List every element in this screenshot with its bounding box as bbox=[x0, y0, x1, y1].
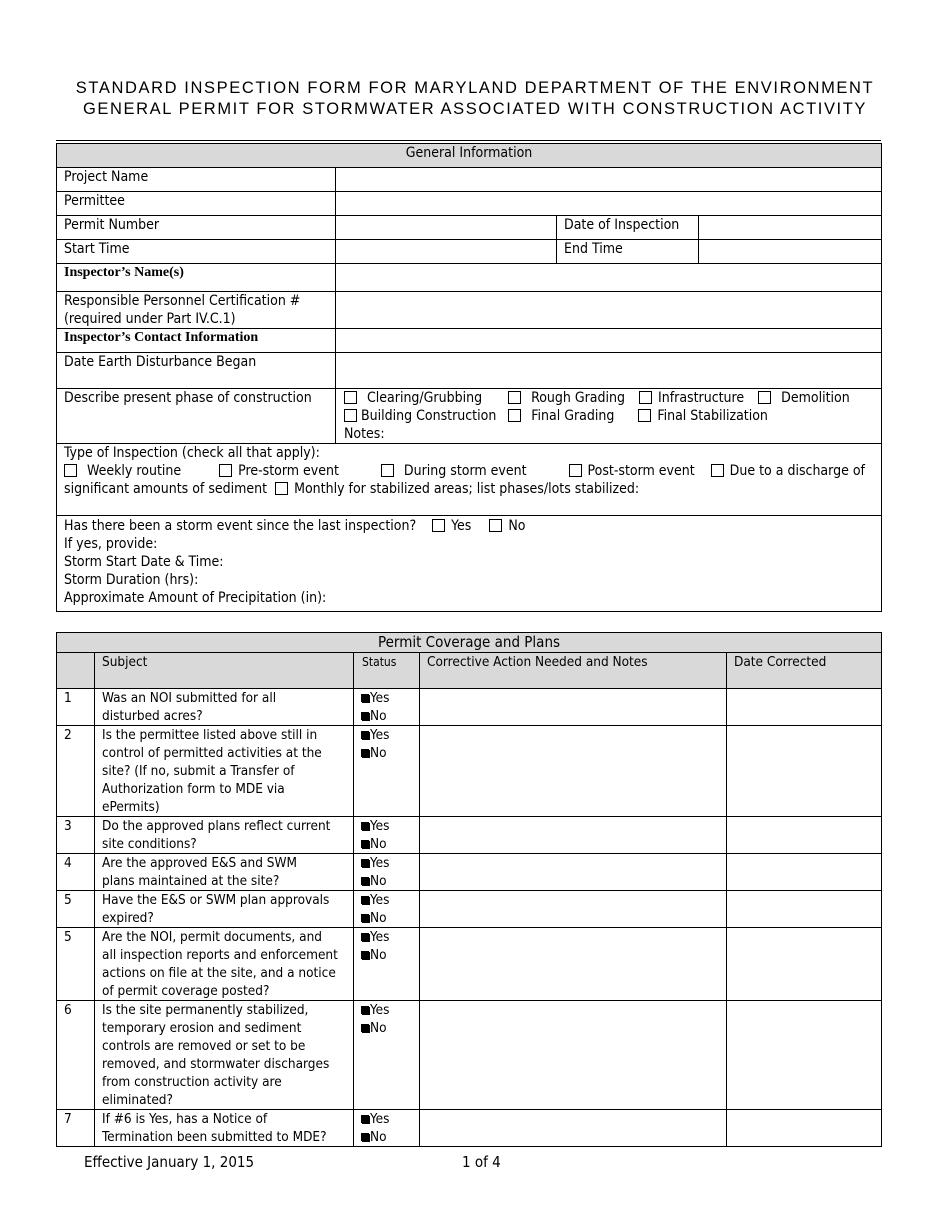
subject-line: actions on file at the site, and a notice bbox=[102, 965, 336, 981]
inspectors-name-label: Inspector’s Name(s) bbox=[57, 264, 336, 292]
storm-yes-label: Yes bbox=[451, 518, 472, 534]
subject-line: all inspection reports and enforcement bbox=[102, 947, 338, 963]
infrastructure-checkbox[interactable] bbox=[639, 391, 652, 404]
row-status bbox=[354, 689, 420, 726]
row-status bbox=[354, 726, 420, 817]
subject-column-header: Subject bbox=[95, 653, 354, 689]
responsible-personnel-label bbox=[57, 292, 336, 329]
if-yes-label: If yes, provide: bbox=[64, 536, 158, 552]
table-row bbox=[57, 689, 882, 726]
subject-line: Termination been submitted to MDE? bbox=[102, 1129, 327, 1145]
row-subject bbox=[95, 817, 354, 854]
checkbox-no-icon bbox=[361, 1133, 369, 1141]
status-option-no[interactable] bbox=[361, 707, 419, 725]
contact-info-label: Inspector’s Contact Information bbox=[57, 329, 336, 353]
checkbox-no-icon bbox=[361, 1024, 369, 1032]
row-date-corrected[interactable] bbox=[727, 1110, 882, 1147]
title-line-2: GENERAL PERMIT FOR STORMWATER ASSOCIATED WITH CONSTRUCTION ACTIVITY bbox=[82, 100, 868, 118]
permittee-field[interactable] bbox=[336, 192, 882, 216]
start-time-field[interactable] bbox=[336, 240, 557, 264]
contact-info-field[interactable] bbox=[336, 329, 882, 353]
post-storm-checkbox[interactable] bbox=[569, 464, 582, 477]
status-option-no[interactable] bbox=[361, 909, 419, 927]
subject-line: plans maintained at the site? bbox=[102, 873, 280, 889]
row-number: 7 bbox=[57, 1110, 95, 1147]
subject-line: removed, and stormwater discharges bbox=[102, 1056, 330, 1072]
row-number: 6 bbox=[57, 1001, 95, 1110]
date-corrected-column-header: Date Corrected bbox=[727, 653, 882, 689]
status-no-label: No bbox=[370, 1129, 387, 1145]
status-option-no[interactable] bbox=[361, 744, 419, 762]
storm-no-checkbox[interactable] bbox=[489, 519, 502, 532]
storm-duration-label: Storm Duration (hrs): bbox=[64, 572, 199, 588]
row-status bbox=[354, 928, 420, 1001]
storm-yes-checkbox[interactable] bbox=[432, 519, 445, 532]
table-row bbox=[57, 1110, 882, 1147]
effective-date: Effective January 1, 2015 bbox=[84, 1153, 255, 1171]
status-option-no[interactable] bbox=[361, 835, 419, 853]
subject-line: eliminated? bbox=[102, 1092, 173, 1108]
status-option-yes[interactable] bbox=[361, 817, 419, 835]
subject-line: from construction activity are bbox=[102, 1074, 282, 1090]
table-row bbox=[57, 817, 882, 854]
storm-event-cell bbox=[57, 516, 882, 612]
row-subject bbox=[95, 689, 354, 726]
date-of-inspection-label: Date of Inspection bbox=[557, 216, 699, 240]
checkbox-yes-icon bbox=[361, 731, 369, 739]
status-yes-label: Yes bbox=[370, 690, 390, 706]
status-option-no[interactable] bbox=[361, 1128, 419, 1146]
phase-notes: Notes: bbox=[344, 426, 385, 442]
table-row bbox=[57, 891, 882, 928]
final-grading-label: Final Grading bbox=[531, 408, 615, 424]
storm-no-label: No bbox=[508, 518, 526, 534]
row-status bbox=[354, 817, 420, 854]
checkbox-yes-icon bbox=[361, 859, 369, 867]
checkbox-yes-icon bbox=[361, 694, 369, 702]
checkbox-no-icon bbox=[361, 951, 369, 959]
discharge-label: Due to a discharge of bbox=[729, 463, 865, 479]
subject-line: control of permitted activities at the bbox=[102, 745, 322, 761]
during-storm-label: During storm event bbox=[403, 463, 527, 479]
subject-line: Are the NOI, permit documents, and bbox=[102, 929, 322, 945]
phase-row-1 bbox=[344, 389, 881, 407]
subject-line: Is the permittee listed above still in bbox=[102, 727, 318, 743]
checkbox-yes-icon bbox=[361, 933, 369, 941]
discharge-checkbox[interactable] bbox=[711, 464, 724, 477]
status-yes-label: Yes bbox=[370, 929, 390, 945]
subject-line: disturbed acres? bbox=[102, 708, 203, 724]
subject-line: Is the site permanently stabilized, bbox=[102, 1002, 309, 1018]
row-subject bbox=[95, 1110, 354, 1147]
storm-question: Has there been a storm event since the last inspection? bbox=[64, 518, 417, 534]
permit-number-field[interactable] bbox=[336, 216, 557, 240]
earth-disturbance-label: Date Earth Disturbance Began bbox=[57, 353, 336, 389]
subject-line: Was an NOI submitted for all bbox=[102, 690, 277, 706]
checkbox-yes-icon bbox=[361, 1115, 369, 1123]
row-date-corrected[interactable] bbox=[727, 726, 882, 817]
project-name-label: Project Name bbox=[57, 168, 336, 192]
row-subject bbox=[95, 854, 354, 891]
weekly-routine-checkbox[interactable] bbox=[64, 464, 77, 477]
subject-line: Have the E&S or SWM plan approvals bbox=[102, 892, 330, 908]
status-option-yes[interactable] bbox=[361, 726, 419, 744]
responsible-cert-line-2: (required under Part IV.C.1) bbox=[64, 311, 236, 327]
row-subject bbox=[95, 726, 354, 817]
subject-line: site conditions? bbox=[102, 836, 197, 852]
discharge-label-cont: significant amounts of sediment bbox=[64, 481, 268, 497]
table-row bbox=[57, 1001, 882, 1110]
row-number: 5 bbox=[57, 891, 95, 928]
row-number: 4 bbox=[57, 854, 95, 891]
storm-start-label: Storm Start Date & Time: bbox=[64, 554, 224, 570]
status-option-yes[interactable] bbox=[361, 854, 419, 872]
action-column-header: Corrective Action Needed and Notes bbox=[420, 653, 727, 689]
row-date-corrected[interactable] bbox=[727, 854, 882, 891]
status-yes-label: Yes bbox=[370, 1111, 390, 1127]
row-corrective-action[interactable] bbox=[420, 854, 727, 891]
general-information-header: General Information bbox=[57, 144, 882, 168]
status-no-label: No bbox=[370, 708, 387, 724]
monthly-label: Monthly for stabilized areas; list phases/lots stabilized: bbox=[294, 481, 640, 497]
precipitation-label: Approximate Amount of Precipitation (in): bbox=[64, 590, 327, 606]
earth-disturbance-field[interactable] bbox=[336, 353, 882, 389]
status-no-label: No bbox=[370, 910, 387, 926]
subject-line: Authorization form to MDE via bbox=[102, 781, 285, 797]
row-number: 3 bbox=[57, 817, 95, 854]
permit-number-label: Permit Number bbox=[57, 216, 336, 240]
status-yes-label: Yes bbox=[370, 892, 390, 908]
final-stabilization-checkbox[interactable] bbox=[638, 409, 651, 422]
subject-line: controls are removed or set to be bbox=[102, 1038, 306, 1054]
row-subject bbox=[95, 891, 354, 928]
status-option-no[interactable] bbox=[361, 872, 419, 890]
status-yes-label: Yes bbox=[370, 727, 390, 743]
end-time-field[interactable] bbox=[699, 240, 882, 264]
row-corrective-action[interactable] bbox=[420, 1110, 727, 1147]
table-row bbox=[57, 928, 882, 1001]
status-option-no[interactable] bbox=[361, 1019, 419, 1037]
status-yes-label: Yes bbox=[370, 1002, 390, 1018]
subject-line: expired? bbox=[102, 910, 154, 926]
subject-line: temporary erosion and sediment bbox=[102, 1020, 302, 1036]
row-number: 1 bbox=[57, 689, 95, 726]
row-subject bbox=[95, 1001, 354, 1110]
form-title bbox=[0, 78, 950, 120]
status-yes-label: Yes bbox=[370, 855, 390, 871]
status-option-yes[interactable] bbox=[361, 1110, 419, 1128]
date-of-inspection-field[interactable] bbox=[699, 216, 882, 240]
row-number: 2 bbox=[57, 726, 95, 817]
row-status bbox=[354, 854, 420, 891]
row-corrective-action[interactable] bbox=[420, 891, 727, 928]
permittee-label: Permittee bbox=[57, 192, 336, 216]
inspection-type-row-2 bbox=[64, 480, 881, 498]
project-name-field[interactable] bbox=[336, 168, 882, 192]
subject-line: Are the approved E&S and SWM bbox=[102, 855, 297, 871]
row-date-corrected[interactable] bbox=[727, 891, 882, 928]
clearing-label: Clearing/Grubbing bbox=[367, 390, 483, 406]
title-divider bbox=[56, 140, 881, 141]
clearing-checkbox[interactable] bbox=[344, 391, 357, 404]
row-number: 5 bbox=[57, 928, 95, 1001]
number-column-header bbox=[57, 653, 95, 689]
status-option-yes[interactable] bbox=[361, 689, 419, 707]
during-storm-checkbox[interactable] bbox=[381, 464, 394, 477]
status-no-label: No bbox=[370, 836, 387, 852]
row-date-corrected[interactable] bbox=[727, 817, 882, 854]
status-option-yes[interactable] bbox=[361, 891, 419, 909]
responsible-personnel-field[interactable] bbox=[336, 292, 882, 329]
pre-storm-checkbox[interactable] bbox=[219, 464, 232, 477]
final-stabilization-label: Final Stabilization bbox=[657, 408, 768, 424]
title-line-1: STANDARD INSPECTION FORM FOR MARYLAND DEPARTMENT OF THE ENVIRONMENT bbox=[75, 79, 875, 97]
rough-grading-label: Rough Grading bbox=[531, 390, 626, 406]
phase-row-2 bbox=[344, 407, 881, 425]
post-storm-label: Post-storm event bbox=[587, 463, 695, 479]
table-row bbox=[57, 854, 882, 891]
general-information-table bbox=[56, 143, 882, 612]
row-status bbox=[354, 1110, 420, 1147]
status-option-yes[interactable] bbox=[361, 1001, 419, 1019]
building-construction-checkbox[interactable] bbox=[344, 409, 357, 422]
inspectors-name-field[interactable] bbox=[336, 264, 882, 292]
status-no-label: No bbox=[370, 1020, 387, 1036]
storm-question-row bbox=[64, 517, 881, 535]
phase-label: Describe present phase of construction bbox=[57, 389, 336, 444]
rough-grading-checkbox[interactable] bbox=[508, 391, 521, 404]
subject-line: Do the approved plans reflect current bbox=[102, 818, 331, 834]
status-no-label: No bbox=[370, 873, 387, 889]
weekly-routine-label: Weekly routine bbox=[87, 463, 182, 479]
row-corrective-action[interactable] bbox=[420, 817, 727, 854]
checkbox-no-icon bbox=[361, 749, 369, 757]
page-number: 1 of 4 bbox=[462, 1153, 501, 1171]
checkbox-no-icon bbox=[361, 914, 369, 922]
responsible-cert-line-1: Responsible Personnel Certification # bbox=[64, 293, 301, 309]
checkbox-yes-icon bbox=[361, 1006, 369, 1014]
row-corrective-action[interactable] bbox=[420, 689, 727, 726]
start-time-label: Start Time bbox=[57, 240, 336, 264]
status-no-label: No bbox=[370, 745, 387, 761]
status-option-yes[interactable] bbox=[361, 928, 419, 946]
row-subject bbox=[95, 928, 354, 1001]
building-construction-label: Building Construction bbox=[361, 408, 497, 424]
subject-line: ePermits) bbox=[102, 799, 160, 815]
pre-storm-label: Pre-storm event bbox=[238, 463, 339, 479]
row-status bbox=[354, 1001, 420, 1110]
checkbox-no-icon bbox=[361, 877, 369, 885]
row-date-corrected[interactable] bbox=[727, 928, 882, 1001]
inspection-type-row-1 bbox=[64, 462, 881, 480]
monthly-checkbox[interactable] bbox=[275, 482, 288, 495]
inspection-type-label: Type of Inspection (check all that apply): bbox=[64, 445, 320, 461]
phase-options bbox=[336, 389, 882, 444]
final-grading-checkbox[interactable] bbox=[508, 409, 521, 422]
table-row bbox=[57, 726, 882, 817]
row-corrective-action[interactable] bbox=[420, 726, 727, 817]
inspection-type-cell bbox=[57, 444, 882, 516]
checkbox-yes-icon bbox=[361, 896, 369, 904]
checkbox-yes-icon bbox=[361, 822, 369, 830]
status-option-no[interactable] bbox=[361, 946, 419, 964]
checkbox-no-icon bbox=[361, 712, 369, 720]
row-status bbox=[354, 891, 420, 928]
status-yes-label: Yes bbox=[370, 818, 390, 834]
row-date-corrected[interactable] bbox=[727, 689, 882, 726]
subject-line: site? (If no, submit a Transfer of bbox=[102, 763, 295, 779]
row-date-corrected[interactable] bbox=[727, 1001, 882, 1110]
status-column-header: Status bbox=[354, 653, 420, 689]
infrastructure-label: Infrastructure bbox=[658, 390, 745, 406]
end-time-label: End Time bbox=[557, 240, 699, 264]
permit-coverage-header: Permit Coverage and Plans bbox=[57, 633, 882, 653]
checkbox-no-icon bbox=[361, 840, 369, 848]
row-corrective-action[interactable] bbox=[420, 928, 727, 1001]
permit-coverage-table bbox=[56, 632, 882, 1147]
subject-line: of permit coverage posted? bbox=[102, 983, 270, 999]
subject-line: If #6 is Yes, has a Notice of bbox=[102, 1111, 268, 1127]
status-no-label: No bbox=[370, 947, 387, 963]
demolition-checkbox[interactable] bbox=[758, 391, 771, 404]
demolition-label: Demolition bbox=[781, 390, 850, 406]
row-corrective-action[interactable] bbox=[420, 1001, 727, 1110]
